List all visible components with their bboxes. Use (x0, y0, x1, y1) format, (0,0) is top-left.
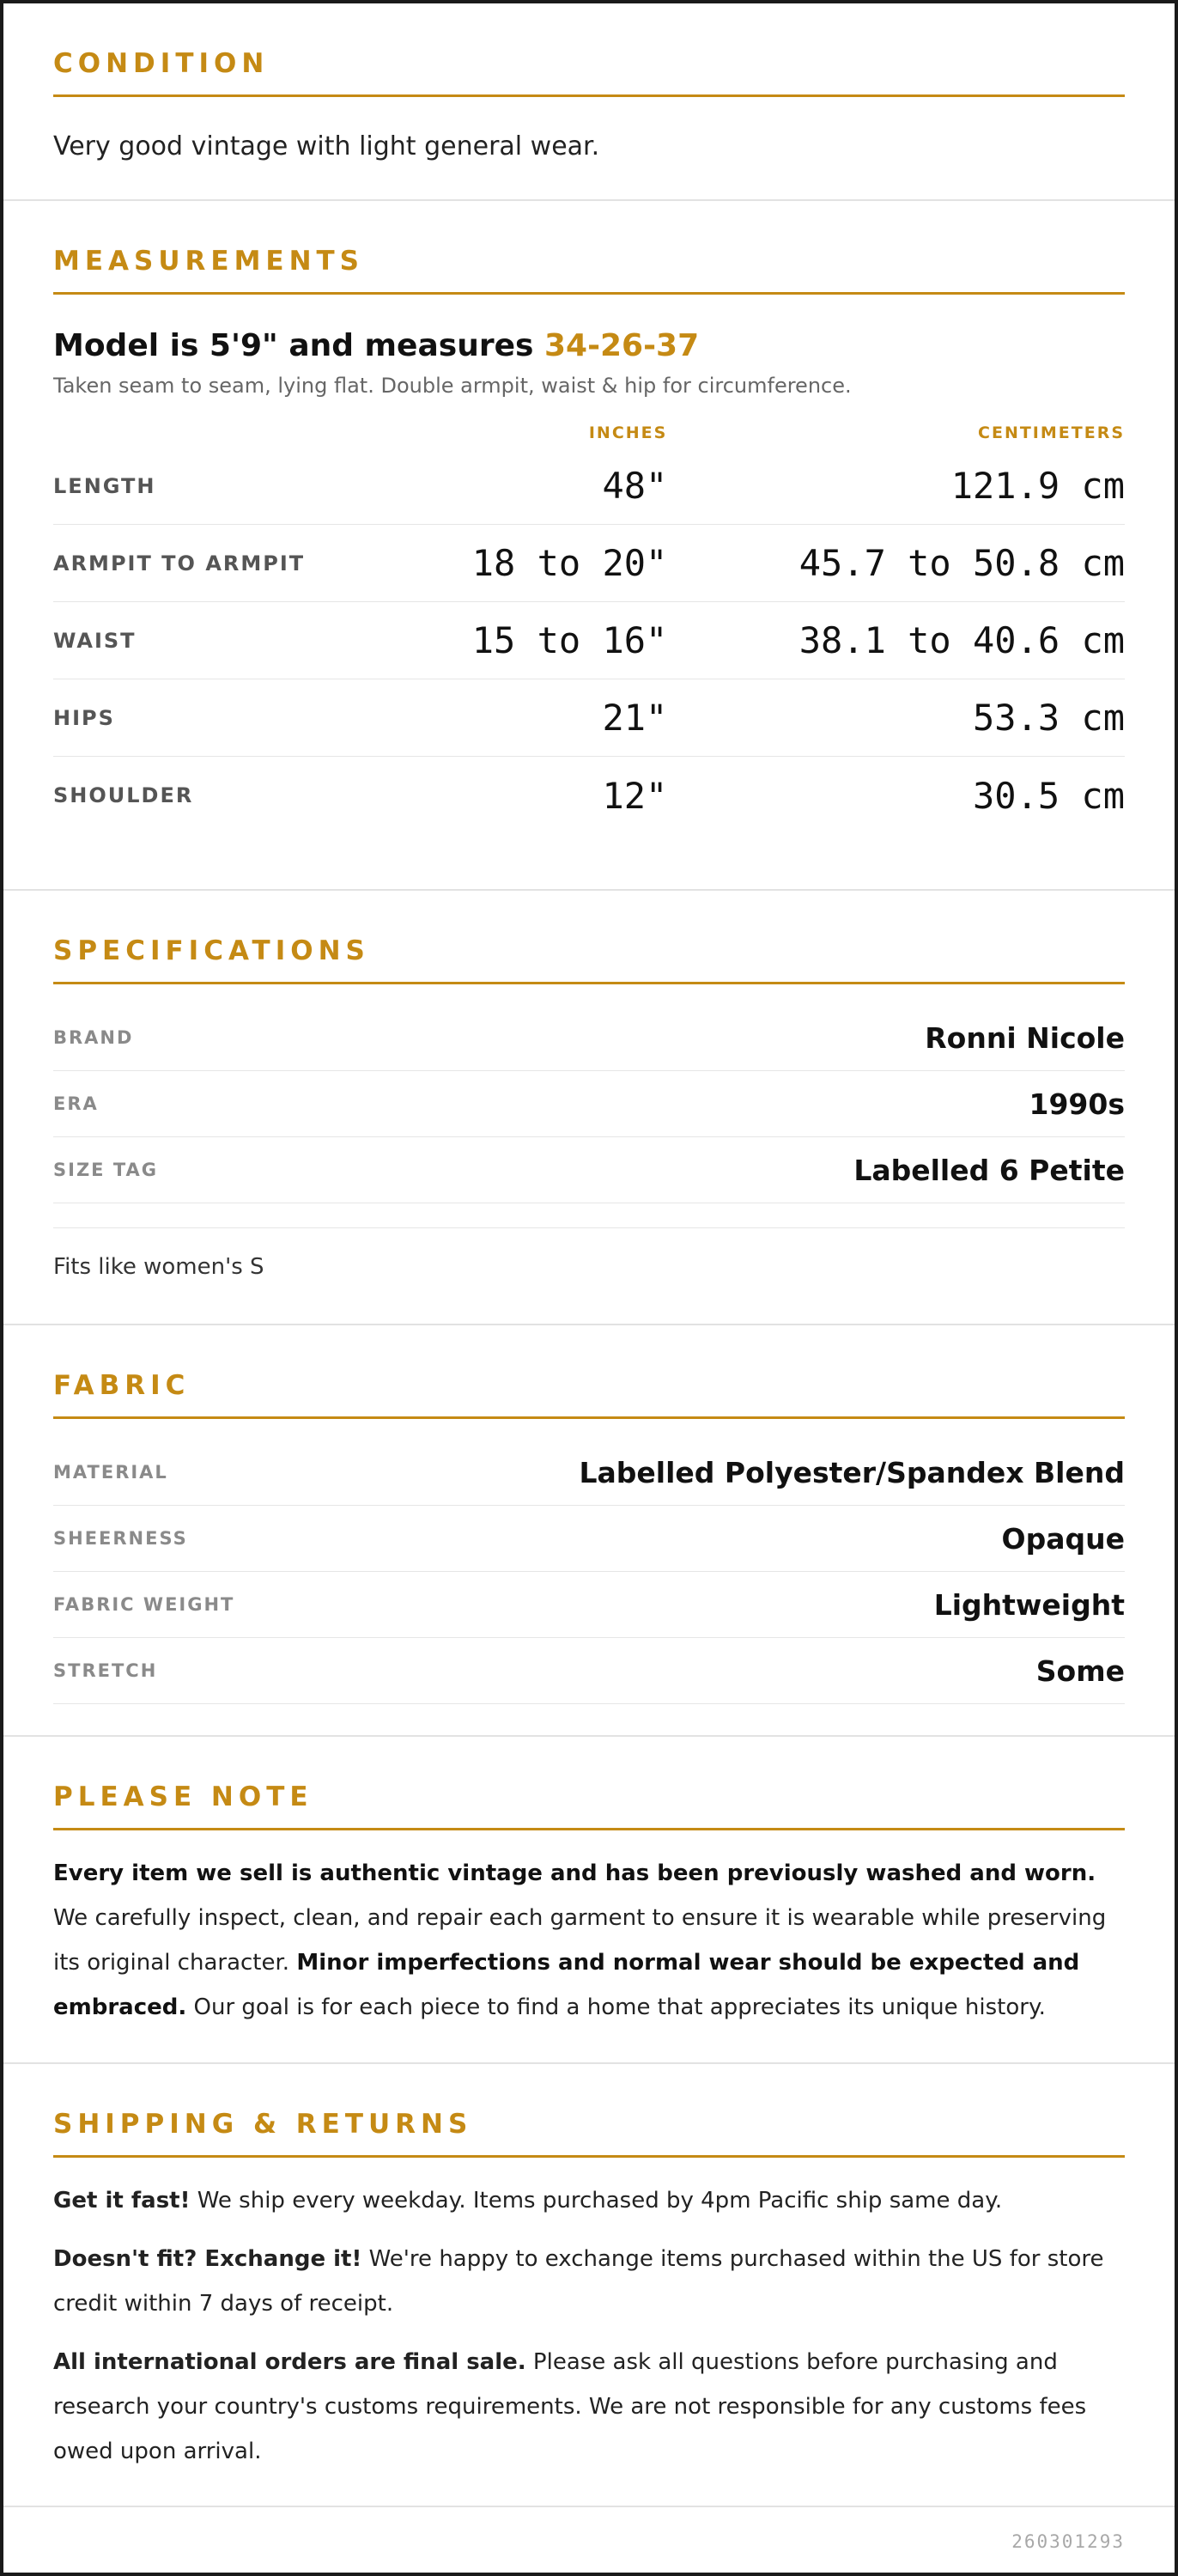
fabric-list (53, 1440, 1125, 1704)
fabric-value: Opaque (1001, 1521, 1125, 1556)
spec-row (53, 1071, 1125, 1137)
fabric-section (3, 1325, 1175, 1737)
measurement-table (53, 418, 1125, 834)
spec-value: 1990s (1029, 1087, 1125, 1121)
header-inches: INCHES (588, 423, 668, 442)
spec-label: BRAND (53, 1027, 134, 1048)
measurements-title: MEASUREMENTS (53, 246, 1125, 295)
please-note-section (3, 1737, 1175, 2064)
condition-title: CONDITION (53, 48, 1125, 97)
model-prefix: Model is 5'9" and measures (53, 328, 544, 363)
condition-text: Very good vintage with light general wear. (53, 131, 600, 161)
measurements-section (3, 201, 1175, 891)
measurement-inches: 12" (602, 774, 668, 817)
model-figure: 34-26-37 (543, 328, 700, 363)
fabric-label: SHEERNESS (53, 1528, 188, 1549)
shipping-title: SHIPPING & RETURNS (53, 2109, 1125, 2158)
condition-section (3, 3, 1175, 201)
measurement-row (53, 525, 1125, 602)
header-centimeters: CENTIMETERS (978, 423, 1126, 442)
fabric-label: FABRIC WEIGHT (53, 1594, 235, 1615)
fabric-value: Lightweight (933, 1587, 1125, 1622)
measurement-row (53, 679, 1125, 757)
shipping-text-2: We're happy to exchange items purchased within the US for store credit within 7 days of receipt. (53, 2246, 1104, 2317)
model-measurements (53, 327, 1125, 365)
shipping-text-3: Please ask all questions before purchasing and research your country's customs requirements. We are not responsible for any customs fees owed upon arrival. (53, 2349, 1087, 2464)
fit-note: Fits like women's S (53, 1227, 1125, 1280)
measurement-inches: 18 to 20" (471, 542, 668, 584)
specifications-section (3, 891, 1175, 1325)
measurement-label: WAIST (53, 628, 137, 653)
fabric-label: MATERIAL (53, 1462, 168, 1483)
measurement-label: ARMPIT TO ARMPIT (53, 551, 306, 575)
fabric-row (53, 1638, 1125, 1704)
fabric-row (53, 1506, 1125, 1572)
spec-row (53, 1137, 1125, 1203)
item-id: 260301293 (1011, 2531, 1125, 2552)
measurement-note: Taken seam to seam, lying flat. Double armpit, waist & hip for circumference. (53, 374, 852, 398)
shipping-paragraph-3 (53, 2340, 1125, 2474)
shipping-bold-2: Doesn't fit? Exchange it! (53, 2246, 362, 2272)
footer (3, 2507, 1175, 2576)
spec-value: Ronni Nicole (925, 1020, 1125, 1055)
please-note-title: PLEASE NOTE (53, 1781, 1125, 1830)
fabric-label: STRETCH (53, 1660, 158, 1681)
shipping-section (3, 2064, 1175, 2507)
spec-label: SIZE TAG (53, 1160, 159, 1180)
note-bold-2: Minor imperfections and normal wear should be expected and embraced. (53, 1950, 1080, 2020)
measurement-label: HIPS (53, 705, 115, 730)
shipping-bold-1: Get it fast! (53, 2188, 191, 2214)
measurement-row (53, 448, 1125, 525)
measurement-inches: 48" (602, 465, 668, 507)
fabric-value: Some (1035, 1653, 1125, 1688)
measurement-cm: 45.7 to 50.8 cm (798, 542, 1126, 584)
specifications-list (53, 1005, 1125, 1203)
spec-value: Labelled 6 Petite (853, 1153, 1125, 1187)
shipping-text-1: We ship every weekday. Items purchased by 4pm Pacific ship same day. (190, 2188, 1003, 2214)
measurement-cm: 53.3 cm (973, 697, 1126, 739)
measurement-inches: 15 to 16" (471, 619, 668, 661)
fabric-row (53, 1440, 1125, 1506)
measurement-inches: 21" (602, 697, 668, 739)
shipping-bold-3: All international orders are final sale. (53, 2349, 526, 2375)
note-text-1: We carefully inspect, clean, and repair each garment to ensure it is wearable while preserving its original character. (53, 1905, 1107, 1976)
note-text-2: Our goal is for each piece to find a home that appreciates its unique history. (186, 1994, 1046, 2020)
fabric-row (53, 1572, 1125, 1638)
please-note-text (53, 1851, 1125, 2030)
fabric-value: Labelled Polyester/Spandex Blend (579, 1455, 1125, 1489)
measurement-cm: 30.5 cm (973, 774, 1126, 817)
spec-label: ERA (53, 1093, 99, 1114)
measurement-row (53, 757, 1125, 834)
shipping-paragraph-1 (53, 2178, 1125, 2223)
fabric-title: FABRIC (53, 1370, 1125, 1419)
spec-row (53, 1005, 1125, 1071)
shipping-paragraph-2 (53, 2237, 1125, 2326)
measurement-cm: 121.9 cm (950, 465, 1126, 507)
measurement-row (53, 602, 1125, 679)
specifications-title: SPECIFICATIONS (53, 935, 1125, 984)
measurement-table-header (53, 418, 1125, 448)
measurement-cm: 38.1 to 40.6 cm (798, 619, 1126, 661)
measurement-label: SHOULDER (53, 783, 194, 807)
note-bold-1: Every item we sell is authentic vintage and has been previously washed and worn. (53, 1860, 1096, 1886)
measurement-label: LENGTH (53, 473, 156, 498)
